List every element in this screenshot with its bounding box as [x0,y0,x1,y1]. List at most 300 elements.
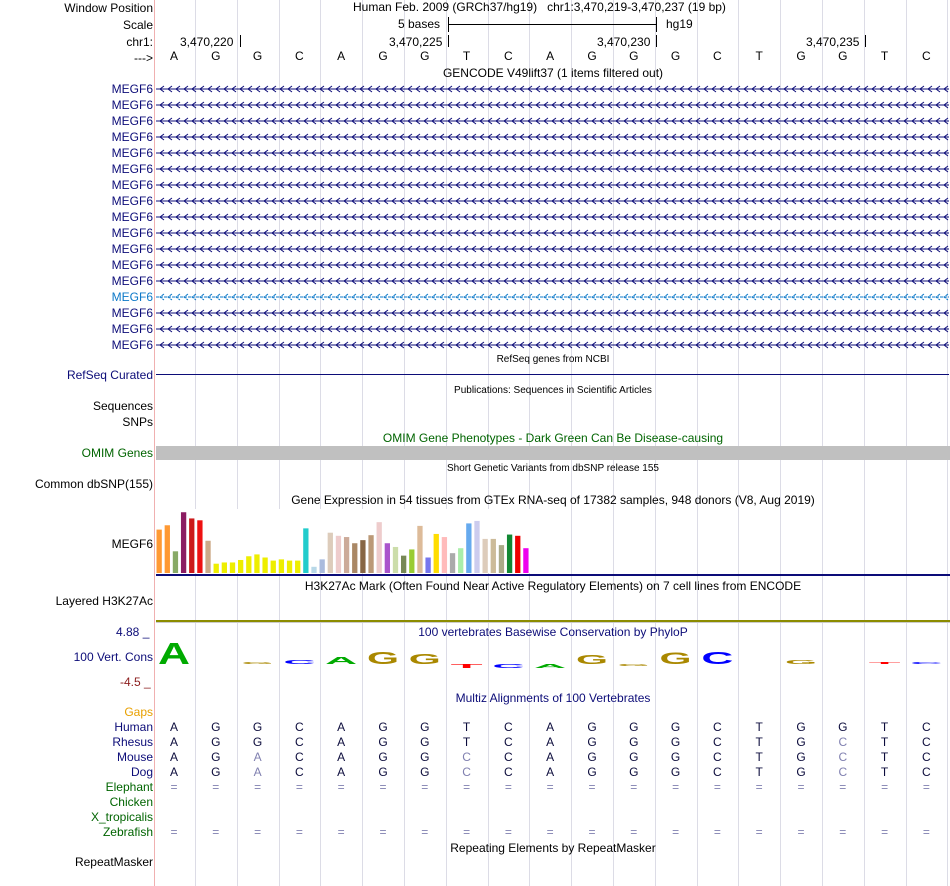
alignment-gap-mark: = [672,780,680,794]
h3k27ac-track-title: H3K27Ac Mark (Often Found Near Active Regulatory Elements) on 7 cell lines from ENCODE [304,579,802,593]
alignment-base: C [504,750,513,764]
gtex-tissue-bar[interactable] [197,520,202,573]
alignment-base: C [462,765,471,779]
gtex-tissue-bar[interactable] [254,554,259,573]
repeatmasker-track-label[interactable]: RepeatMasker [74,855,153,869]
gtex-tissue-bar[interactable] [474,521,479,573]
gtex-tissue-bar[interactable] [491,539,496,573]
omim-track-title: OMIM Gene Phenotypes - Dark Green Can Be Disease-causing [382,431,724,445]
base-letter: C [295,49,304,63]
gtex-tissue-bar[interactable] [393,547,398,573]
alignment-gap-mark: = [170,825,178,839]
gtex-tissue-bar[interactable] [311,567,316,573]
gtex-track-title: Gene Expression in 54 tissues from GTEx RNA-seq of 17382 samples, 948 donors (V8, Aug 2019) [291,493,815,507]
gtex-tissue-bar[interactable] [295,561,300,573]
alignment-base: C [504,765,513,779]
alignment-base: G [378,720,388,734]
publications-snps-label[interactable]: SNPs [122,415,153,429]
scale-bar-right-tick [656,17,657,32]
gtex-tissue-bar[interactable] [385,543,390,573]
multiz-gaps-label: Gaps [124,705,153,719]
gtex-tissue-bar[interactable] [173,551,178,573]
phylop-logo-letter: G [617,663,651,667]
refseq-gene-line[interactable] [156,374,949,375]
base-letter: G [587,49,597,63]
gencode-gene-feature[interactable] [156,162,949,176]
gtex-tissue-bar[interactable] [515,536,520,573]
alignment-gap-mark: = [881,825,889,839]
gencode-track-title: GENCODE V49lift37 (1 items filtered out) [442,66,664,80]
alignment-base: G [629,735,639,749]
alignment-base: C [504,735,513,749]
alignment-base: A [337,720,346,734]
gtex-baseline [156,574,950,576]
alignment-base: G [420,750,430,764]
alignment-base: G [420,720,430,734]
reverse-strand-arrows [156,98,949,112]
alignment-gap-mark: = [337,825,345,839]
reverse-strand-arrows [156,242,949,256]
phylop-logo-letter: A [325,654,359,667]
gencode-gene-feature[interactable] [156,130,949,144]
alignment-base: G [629,765,639,779]
alignment-gap-mark: = [504,825,512,839]
alignment-gap-mark: = [630,825,638,839]
alignment-gap-mark: = [212,780,220,794]
gtex-tissue-bar[interactable] [222,562,227,573]
multiz-species-label[interactable]: Human [114,720,153,734]
gtex-tissue-bar[interactable] [458,548,463,573]
gtex-tissue-bar[interactable] [287,561,292,573]
scale-bar-left-tick [448,17,449,32]
coord-tick-3 [656,35,657,47]
gtex-tissue-bar[interactable] [320,559,325,573]
phylop-logo-letter: G [576,653,608,668]
alignment-gap-mark: = [839,825,847,839]
phylop-logo-letter: G [408,651,441,668]
gtex-tissue-bar[interactable] [205,541,210,573]
gtex-tissue-bar[interactable] [507,535,512,573]
gencode-gene-feature[interactable] [156,178,949,192]
phylop-logo-letter: T [868,661,901,665]
alignment-base: A [253,765,262,779]
base-letter: G [420,49,430,63]
alignment-base: T [755,765,763,779]
reverse-strand-arrows [156,114,949,128]
coord-label-4: 3,470,235 [806,35,860,49]
alignment-gap-mark: = [463,825,471,839]
alignment-base: G [211,735,221,749]
gencode-gene-label[interactable]: MEGF6 [111,274,153,288]
alignment-gap-mark: = [379,780,387,794]
alignment-base: G [252,720,263,734]
base-sequence-track[interactable] [0,49,950,63]
base-letter: G [796,49,806,63]
gtex-tissue-bar[interactable] [368,535,373,573]
alignment-gap-mark: = [713,780,721,794]
alignment-base: A [546,765,555,779]
phylop-logo-letter: G [367,648,399,669]
base-letter: G [629,49,639,63]
reverse-strand-arrows [156,226,949,240]
gtex-tissue-bar[interactable] [442,537,447,573]
phylop-logo-letter: C [283,659,317,666]
alignment-base: A [337,735,346,749]
publications-sequences-label[interactable]: Sequences [92,399,153,413]
gtex-tissue-bar[interactable] [189,518,194,573]
chrom-label: chr1: [126,35,153,49]
multiz-species-label[interactable]: Chicken [109,795,153,809]
alignment-base: C [295,765,304,779]
alignment-gap-mark: = [254,780,262,794]
gtex-tissue-bar[interactable] [434,534,439,573]
alignment-gap-mark: = [295,825,303,839]
reverse-strand-arrows [156,194,949,208]
alignment-base: C [922,720,931,734]
alignment-base: T [755,750,763,764]
alignment-base: G [670,750,681,764]
alignment-base: C [713,765,722,779]
gencode-gene-label[interactable]: MEGF6 [111,82,153,96]
label-separator [154,0,155,886]
alignment-base: T [880,750,889,764]
base-letter: A [546,49,555,63]
base-letter: C [713,49,722,63]
gtex-tissue-bar[interactable] [466,523,471,573]
gencode-gene-label[interactable]: MEGF6 [111,178,153,192]
alignment-gap-mark: = [379,825,387,839]
omim-gene-bar[interactable] [156,446,950,460]
gencode-gene-label[interactable]: MEGF6 [111,194,153,208]
gencode-gene-label[interactable]: MEGF6 [111,338,153,352]
alignment-base: C [713,735,722,749]
gencode-gene-feature[interactable] [156,322,949,336]
alignment-base: G [796,720,806,734]
alignment-gap-mark: = [881,780,889,794]
h3k27ac-signal-shadow [156,622,950,623]
alignment-base: G [252,735,263,749]
phylop-logo-letter: G [785,659,817,666]
base-letter: C [504,49,513,63]
gtex-tissue-bar[interactable] [450,553,455,573]
multiz-species-label[interactable]: Rhesus [112,735,153,749]
alignment-base: G [378,765,388,779]
alignment-base: A [546,735,555,749]
gencode-gene-feature[interactable] [156,290,949,304]
alignment-base: G [838,720,848,734]
coord-label-1: 3,470,220 [180,35,234,49]
alignment-gap-mark: = [588,825,596,839]
phylop-logo-letter: G [659,649,692,669]
alignment-base: G [670,765,681,779]
gtex-tissue-bar[interactable] [271,561,276,573]
base-letter: T [880,49,889,63]
gencode-gene-feature[interactable] [156,114,949,128]
gencode-gene-feature[interactable] [156,274,949,288]
gencode-gene-feature[interactable] [156,210,949,224]
gtex-tissue-bar[interactable] [238,560,243,573]
alignment-gap-mark: = [797,825,805,839]
gencode-gene-feature[interactable] [156,242,949,256]
gencode-gene-feature[interactable] [156,226,949,240]
dbsnp-track-title: Short Genetic Variants from dbSNP release 155 [447,463,659,474]
alignment-base: G [378,750,388,764]
reverse-strand-arrows [156,82,949,96]
alignment-base: G [420,735,430,749]
coord-label-3: 3,470,230 [597,35,651,49]
omim-track-label[interactable]: OMIM Genes [81,446,153,460]
alignment-base: G [378,735,388,749]
gtex-tissue-bar[interactable] [165,525,170,573]
alignment-base: A [169,720,178,734]
reverse-strand-arrows [156,306,949,320]
base-letter: G [670,49,681,63]
alignment-gap-mark: = [337,780,345,794]
alignment-gap-mark: = [421,780,429,794]
alignment-base: A [169,735,178,749]
alignment-gap-mark: = [212,825,220,839]
gtex-tissue-bar[interactable] [499,545,504,573]
scale-label: Scale [122,18,153,32]
base-letter: G [211,49,221,63]
gtex-tissue-bar[interactable] [483,539,488,573]
multiz-species-label[interactable]: Elephant [105,780,153,794]
multiz-species-label[interactable]: Dog [130,765,153,779]
alignment-gap-mark: = [922,780,930,794]
alignment-base: C [295,735,304,749]
alignment-gap-mark: = [421,825,429,839]
alignment-base: G [211,720,221,734]
alignment-base: T [880,720,889,734]
alignment-base: G [796,765,806,779]
gencode-gene-label[interactable]: MEGF6 [111,130,153,144]
alignment-gap-mark: = [588,780,596,794]
alignment-base: T [880,765,889,779]
alignment-base: G [670,720,681,734]
gencode-gene-label[interactable]: MEGF6 [111,242,153,256]
alignment-base: A [546,720,555,734]
alignment-base: G [587,735,597,749]
phylop-max-label: 4.88 _ [116,625,150,639]
gtex-tissue-bar[interactable] [401,556,406,573]
gencode-gene-label[interactable]: MEGF6 [111,210,153,224]
gencode-gene-label[interactable]: MEGF6 [111,322,153,336]
alignment-base: G [629,720,639,734]
base-letter: C [922,49,931,63]
alignment-base: A [337,765,346,779]
gtex-tissue-bar[interactable] [377,522,382,573]
multiz-track-title: Multiz Alignments of 100 Vertebrates [455,691,651,705]
gtex-tissue-bar[interactable] [360,540,365,573]
gtex-tissue-bar[interactable] [352,543,357,573]
db-name: hg19 [666,17,693,31]
gencode-gene-label[interactable]: MEGF6 [111,226,153,240]
reverse-strand-arrows [156,258,949,272]
gencode-gene-feature[interactable] [156,98,949,112]
base-letter: A [169,49,178,63]
phylop-min-label: -4.5 _ [120,675,151,689]
alignment-base: C [295,750,304,764]
alignment-base: G [587,750,597,764]
assembly-title [353,0,726,14]
gencode-gene-label[interactable]: MEGF6 [111,162,153,176]
alignment-gap-mark: = [254,825,262,839]
reverse-strand-arrows [156,290,949,304]
alignment-base: G [670,735,681,749]
h3k27ac-track-label[interactable]: Layered H3K27Ac [55,594,153,608]
alignment-base: C [462,750,471,764]
alignment-base: A [253,750,262,764]
base-letter: T [462,49,471,63]
alignment-base: C [838,765,848,779]
alignment-base: A [169,765,178,779]
alignment-gap-mark: = [295,780,303,794]
gtex-track-label[interactable]: MEGF6 [111,537,153,551]
phylop-logo-letter: A [158,638,190,672]
window-position-label: Window Position [64,1,153,15]
alignment-base: T [755,735,763,749]
dbsnp-track-label[interactable]: Common dbSNP(155) [34,477,153,491]
gtex-tissue-bar[interactable] [336,536,341,573]
alignment-gap-mark: = [170,780,178,794]
alignment-base: C [713,720,722,734]
alignment-base: G [420,765,430,779]
gtex-tissue-bar[interactable] [230,562,235,573]
base-letter: G [838,49,848,63]
gtex-tissue-bar[interactable] [523,548,528,573]
reverse-strand-arrows [156,210,949,224]
phylop-logo-letter: T [450,663,486,670]
reverse-strand-arrows [156,162,949,176]
alignment-gap-mark: = [546,825,554,839]
multiz-species-label[interactable]: Zebrafish [102,825,153,839]
alignment-base: C [922,750,931,764]
gencode-gene-label[interactable]: MEGF6 [111,146,153,160]
position-range: chr1:3,470,219-3,470,237 (19 bp) [547,0,726,14]
alignment-gap-mark: = [797,780,805,794]
gtex-bar-chart[interactable] [156,509,536,573]
gtex-tissue-bar[interactable] [214,564,219,573]
alignment-base: C [922,735,931,749]
alignment-base: C [295,720,304,734]
gtex-tissue-bar[interactable] [279,559,284,573]
gtex-tissue-bar[interactable] [344,537,349,573]
alignment-base: C [838,735,848,749]
alignment-base: G [796,750,806,764]
gtex-tissue-bar[interactable] [303,528,308,573]
gtex-tissue-bar[interactable] [328,533,333,573]
refseq-track-title: RefSeq genes from NCBI [496,354,610,365]
alignment-base: T [880,735,889,749]
phylop-logo[interactable] [156,638,950,678]
gtex-tissue-bar[interactable] [181,512,186,573]
gencode-gene-feature[interactable] [156,306,949,320]
scale-text: 5 bases [398,17,441,31]
strand-label: ---> [134,51,153,65]
gencode-gene-feature[interactable] [156,146,949,160]
alignment-gap-mark: = [755,780,763,794]
reverse-strand-arrows [156,178,949,192]
alignment-base: C [713,750,722,764]
base-letter: G [252,49,263,63]
multiz-species-label[interactable]: X_tropicalis [90,810,153,824]
phylop-logo-letter: A [534,663,568,670]
alignment-base: T [755,720,763,734]
alignment-gap-mark: = [463,780,471,794]
alignment-base: T [462,735,471,749]
reverse-strand-arrows [156,338,949,352]
alignment-gap-mark: = [713,825,721,839]
gencode-gene-feature[interactable] [156,194,949,208]
gtex-tissue-bar[interactable] [409,549,414,573]
reverse-strand-arrows [156,130,949,144]
alignment-gap-mark: = [504,780,512,794]
phylop-logo-letter: G [241,661,274,665]
phylop-logo-letter: C [701,648,734,669]
refseq-track-label[interactable]: RefSeq Curated [66,368,153,382]
gencode-gene-label[interactable]: MEGF6 [111,290,153,304]
alignment-base: A [546,750,555,764]
base-letter: T [755,49,763,63]
alignment-base: G [211,750,221,764]
repeatmasker-track-title: Repeating Elements by RepeatMasker [450,841,656,855]
gtex-tissue-bar[interactable] [425,558,430,574]
gtex-tissue-bar[interactable] [417,526,422,573]
gencode-gene-label[interactable]: MEGF6 [111,306,153,320]
gencode-gene-feature[interactable] [156,338,949,352]
gencode-gene-feature[interactable] [156,258,949,272]
alignment-base: G [796,735,806,749]
alignment-gap-mark: = [922,825,930,839]
phylop-track-title: 100 vertebrates Basewise Conservation by PhyloP [418,625,688,639]
scale-bar [448,24,657,25]
reverse-strand-arrows [156,274,949,288]
gtex-tissue-bar[interactable] [157,530,162,573]
alignment-gap-mark: = [672,825,680,839]
gencode-gene-label[interactable]: MEGF6 [111,114,153,128]
gencode-gene-label[interactable]: MEGF6 [111,258,153,272]
coord-tick-2 [448,35,449,47]
alignment-base: A [337,750,346,764]
coord-label-2: 3,470,225 [389,35,443,49]
alignment-gap-mark: = [630,780,638,794]
gencode-gene-feature[interactable] [156,82,949,96]
alignment-gap-mark: = [839,780,847,794]
publications-track-title: Publications: Sequences in Scientific Articles [454,385,652,396]
alignment-gap-mark: = [755,825,763,839]
phylop-logo-letter: C [910,661,943,665]
alignment-gap-mark: = [546,780,554,794]
alignment-base: G [211,765,221,779]
alignment-base: T [462,720,471,734]
assembly-name: Human Feb. 2009 (GRCh37/hg19) [353,0,538,14]
alignment-base: A [169,750,178,764]
phylop-track-label[interactable]: 100 Vert. Cons [73,650,153,664]
alignment-base: G [587,720,597,734]
reverse-strand-arrows [156,146,949,160]
alignment-base: G [629,750,639,764]
multiz-species-label[interactable]: Mouse [116,750,153,764]
gencode-gene-label[interactable]: MEGF6 [111,98,153,112]
alignment-base: C [922,765,931,779]
base-letter: G [378,49,388,63]
alignment-base: G [587,765,597,779]
gtex-tissue-bar[interactable] [246,556,251,573]
alignment-base: C [504,720,513,734]
base-letter: A [337,49,346,63]
gtex-tissue-bar[interactable] [262,558,267,574]
coord-tick-1 [240,35,241,47]
